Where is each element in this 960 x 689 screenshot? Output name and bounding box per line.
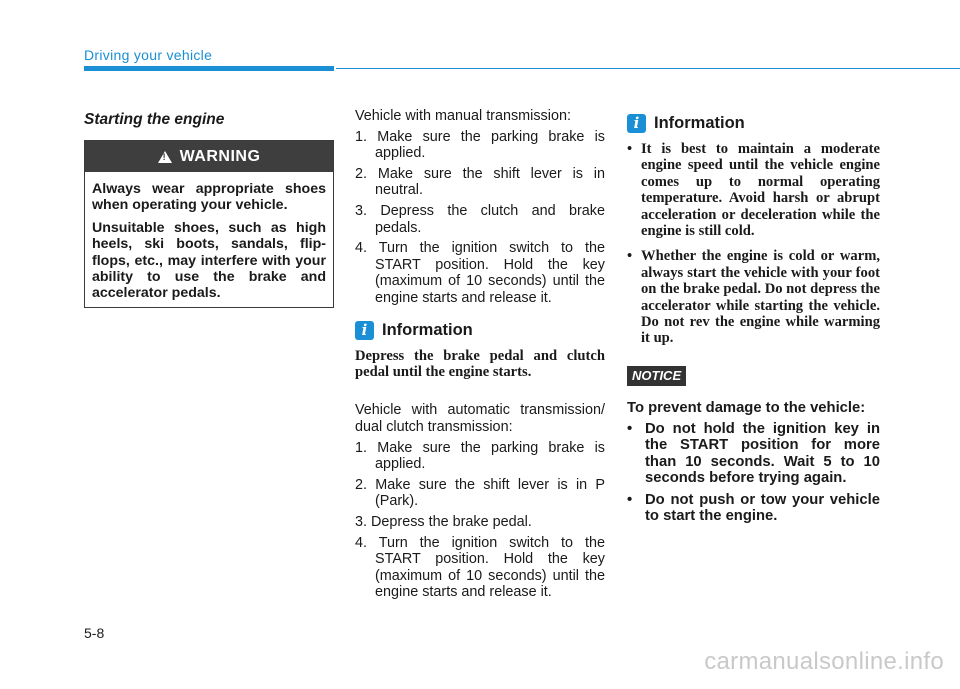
manual-intro: Vehicle with manual transmission:	[355, 108, 571, 124]
info-icon: i	[355, 321, 374, 340]
subheading: Starting the engine	[84, 111, 225, 128]
step-text: Make sure the shift lever is in neutral.	[375, 165, 606, 199]
step-item	[355, 129, 605, 162]
step-text: Depress the clutch and brake pedals.	[375, 202, 605, 236]
notice-badge: NOTICE	[627, 366, 686, 387]
header-rule-thick	[84, 66, 334, 71]
step-item	[355, 440, 605, 473]
info-header	[627, 114, 880, 133]
step-number: 1.	[355, 128, 368, 145]
notice-bullets	[627, 421, 880, 524]
section-title: Driving your vehicle	[84, 47, 213, 63]
step-number: 4.	[355, 534, 368, 551]
step-text: Make sure the parking brake is applied.	[375, 128, 605, 162]
info-bullet: • It is best to maintain a moderate engine speed until the vehicle engine comes up to normal operating temperature. Avoid harsh or abrupt acceleration or deceleration while the engine is still cold.	[627, 141, 880, 239]
column-3	[627, 108, 880, 529]
page-number: 5-8	[84, 625, 105, 641]
step-text: Turn the ignition switch to the START position. Hold the key (maximum of 10 seconds) until the engine starts and release it.	[375, 240, 605, 306]
step-text: Turn the ignition switch to the START position. Hold the key (maximum of 10 seconds) until the engine starts and release it.	[375, 534, 605, 601]
notice-bullet: • Do not push or tow your vehicle to start the engine.	[627, 492, 880, 525]
step-item	[355, 240, 605, 306]
step-text: Make sure the shift lever is in P (Park).	[375, 476, 606, 510]
info-icon: i	[627, 114, 646, 133]
info-bullet: • Whether the engine is cold or warm, always start the vehicle with your foot on the brake pedal. Do not depress the accelerator while starting the vehicle. Do not rev the engine while warming it up.	[627, 248, 880, 346]
warning-box	[84, 140, 334, 308]
info-title: Information	[654, 114, 745, 133]
info-bullets	[627, 141, 880, 347]
notice-bullet: • Do not hold the ignition key in the START position for more than 10 seconds. Wait 5 to 10 seconds before trying again.	[627, 421, 880, 487]
header-rule-thin	[336, 68, 960, 69]
info-text: Depress the brake pedal and clutch pedal until the engine starts.	[355, 347, 605, 380]
column-2	[355, 108, 605, 605]
step-number: 1.	[355, 439, 368, 456]
warning-body	[85, 172, 333, 302]
step-text: Depress the brake pedal.	[371, 513, 532, 530]
step-item	[355, 514, 605, 531]
step-item	[355, 535, 605, 601]
step-number: 4.	[355, 240, 368, 257]
watermark: carmanualsonline.info	[704, 648, 944, 675]
step-number: 2.	[355, 165, 368, 182]
step-text: Make sure the parking brake is applied.	[375, 439, 605, 473]
notice-intro: To prevent damage to the vehicle:	[627, 400, 866, 417]
warning-label: WARNING	[179, 147, 261, 165]
step-item	[355, 166, 605, 199]
info-title: Information	[382, 320, 473, 339]
step-number: 3.	[355, 513, 368, 530]
warning-paragraph: Unsuitable shoes, such as high heels, ski boots, sandals, flip-flops, etc., may interfere with your ability to use the brake and accelerator pedals.	[92, 219, 326, 302]
step-number: 3.	[355, 202, 368, 219]
column-1	[84, 108, 334, 129]
step-item	[355, 203, 605, 236]
info-header	[355, 321, 605, 340]
manual-steps	[355, 129, 605, 307]
warning-header	[85, 141, 333, 172]
warning-triangle-icon	[158, 151, 172, 163]
auto-steps	[355, 440, 605, 601]
step-item	[355, 477, 605, 510]
warning-paragraph: Always wear appropriate shoes when operating your vehicle.	[92, 181, 326, 214]
step-number: 2.	[355, 476, 368, 493]
auto-intro: Vehicle with automatic transmission/ dual clutch transmission:	[355, 402, 605, 435]
